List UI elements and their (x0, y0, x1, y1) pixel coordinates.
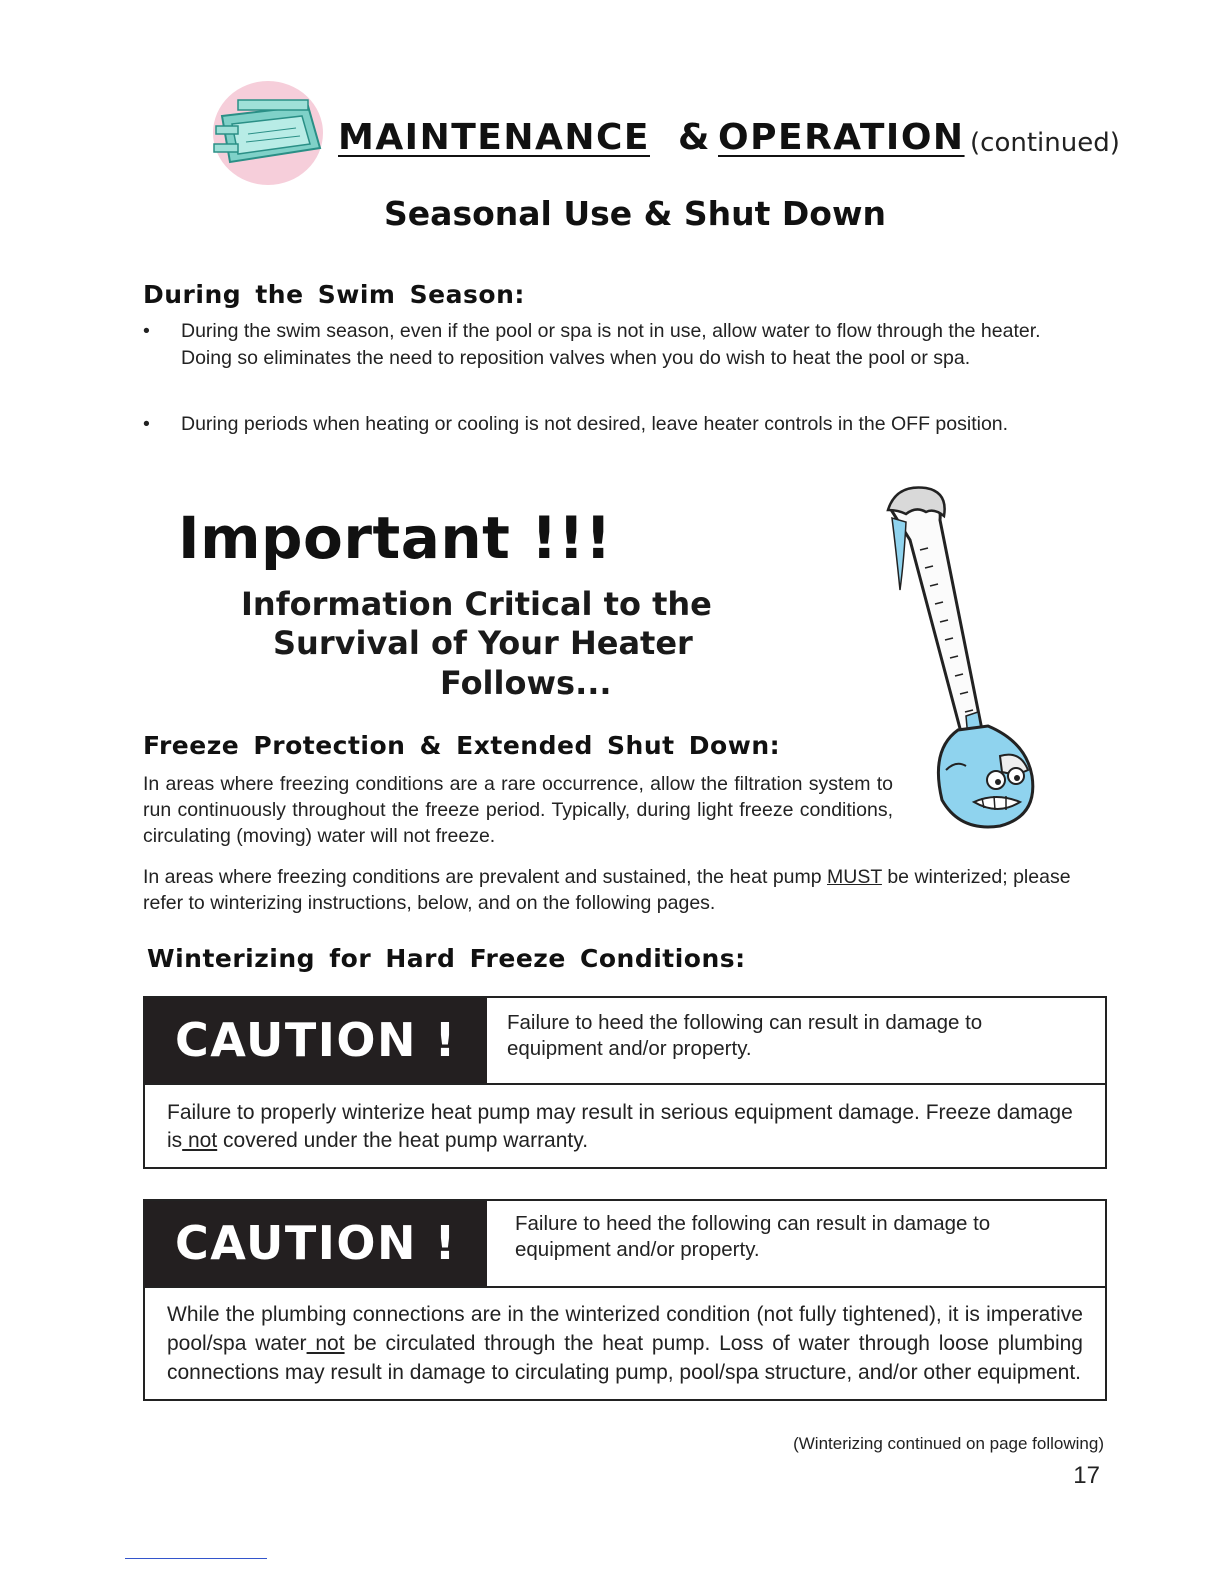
footer-divider (125, 1558, 267, 1559)
winterizing-heading: Winterizing for Hard Freeze Conditions: (147, 944, 746, 973)
caution-note: Failure to heed the following can result in damage to equipment and/or property. (515, 1212, 991, 1261)
bullet-marker: • (143, 320, 150, 342)
header-ampersand: & (678, 117, 711, 158)
freeze-protection-heading: Freeze Protection & Extended Shut Down: (143, 731, 781, 760)
list-item (143, 318, 1103, 378)
header-title-operation: OPERATION (718, 117, 965, 158)
bullet-text: During periods when heating or cooling is not desired, leave heater controls in the OFF position. (181, 413, 1009, 435)
freeze-paragraph-2-lead: In areas where freezing conditions are prevalent and sustained, the heat pump (143, 866, 828, 888)
important-subtitle-line3: Follows... (440, 664, 612, 702)
freeze-paragraph-2-tail: be winterized; please refer to winterizing instructions, below, and on the following pages. (143, 866, 1071, 914)
section-title: Seasonal Use & Shut Down (384, 194, 886, 233)
caution-body (145, 1085, 1105, 1167)
not-emphasis: not (182, 1129, 218, 1152)
important-subtitle-line2: Survival of Your Heater (273, 624, 693, 662)
caution-box (143, 996, 1107, 1169)
caution-body (145, 1288, 1105, 1399)
list-item (143, 411, 1103, 441)
caution-note: Failure to heed the following can result in damage to equipment and/or property. (507, 1011, 983, 1060)
header-continued: (continued) (970, 128, 1120, 158)
page-number: 17 (1073, 1462, 1100, 1489)
header-title-maintenance: MAINTENANCE (338, 117, 650, 158)
caution-header (145, 1201, 1105, 1288)
caution-body-tail: be circulated through the heat pump. Loss of water through loose plumbing connections may result in damage to circulating pump, pool/spa structure, and/or other equipment. (167, 1332, 1083, 1384)
footer-continued-note: (Winterizing continued on page following) (793, 1434, 1104, 1453)
caution-header (145, 998, 1105, 1085)
bullet-text: During the swim season, even if the pool or spa is not in use, allow water to flow through the heater. Doing so eliminates the need to reposition valves when you do wish to heat the pool or spa. (181, 320, 1041, 369)
caution-box (143, 1199, 1107, 1401)
must-emphasis: MUST (827, 866, 882, 888)
not-emphasis: not (306, 1332, 345, 1355)
caution-badge: CAUTION ! (145, 1201, 487, 1286)
caution-body-lead: While the plumbing connections are in the winterized condition (not fully tightened), it is imperative pool/spa water (167, 1303, 1083, 1355)
important-subtitle-line1: Information Critical to the (241, 585, 712, 623)
swim-season-heading: During the Swim Season: (143, 280, 525, 309)
freeze-paragraph-2 (143, 864, 1103, 916)
caution-body-lead: Failure to properly winterize heat pump may result in serious equipment damage. Freeze damage is (167, 1101, 1073, 1152)
pool-logo-icon (208, 78, 328, 188)
frozen-thermometer-icon (870, 480, 1050, 840)
caution-badge: CAUTION ! (145, 998, 487, 1083)
bullet-marker: • (143, 413, 150, 435)
important-title: Important !!! (178, 504, 612, 572)
caution-body-tail: covered under the heat pump warranty. (217, 1129, 589, 1152)
freeze-paragraph-1: In areas where freezing conditions are a rare occurrence, allow the filtration system to run continuously throughout the freeze period. Typically, during light freeze conditions, circulating (moving) water will not freeze. (143, 773, 893, 847)
